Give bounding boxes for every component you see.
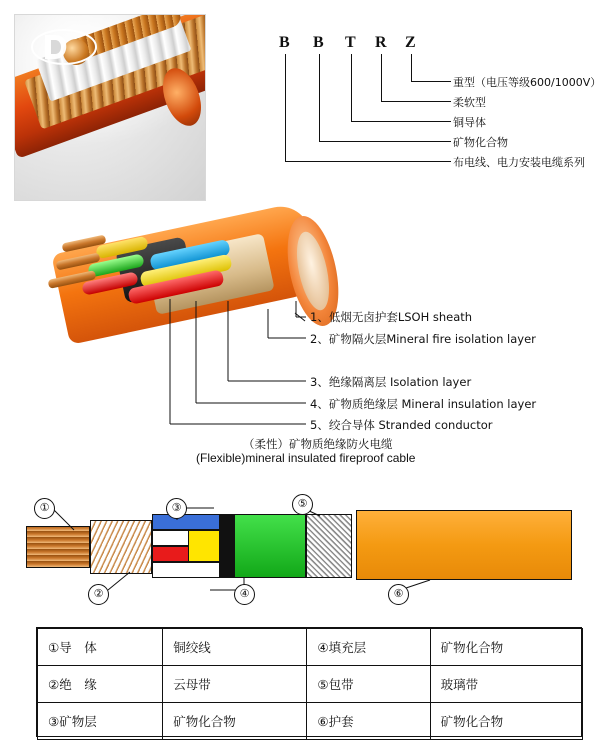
table-cell-r1c3: ④填充层 — [307, 629, 430, 666]
table-cell-r3c4: 矿物化合物 — [430, 703, 582, 740]
code-stem-3 — [351, 54, 352, 121]
code-stem-5 — [411, 54, 412, 81]
code-label-5: 重型（电压等级600/1000V） — [453, 76, 602, 89]
code-letter-1: B — [279, 34, 290, 51]
code-lead-5 — [411, 81, 451, 82]
marker-1: ① — [34, 498, 55, 519]
figure-caption-en: (Flexible)mineral insulated fireproof cable — [196, 451, 416, 465]
figure-caption-cn: （柔性）矿物质绝缘防火电缆 — [243, 437, 393, 451]
callout-1: 1、低烟无卤护套LSOH sheath — [310, 310, 473, 324]
code-letter-4: R — [375, 34, 387, 51]
table-cell-r2c1: ②绝 缘 — [38, 666, 163, 703]
code-lead-2 — [319, 141, 451, 142]
code-lead-3 — [351, 121, 451, 122]
code-stem-4 — [381, 54, 382, 101]
callout-5: 5、绞合导体 Stranded conductor — [310, 418, 493, 432]
cable-photo — [14, 14, 206, 201]
longitudinal-cutaway-figure — [0, 480, 616, 620]
table-cell-r1c1: ①导 体 — [38, 629, 163, 666]
cutaway-figure — [0, 205, 616, 470]
callout-2: 2、矿物隔火层Mineral fire isolation layer — [310, 332, 536, 346]
code-letter-2: B — [313, 34, 324, 51]
legend-table — [37, 628, 583, 740]
table-cell-r2c4: 玻璃带 — [430, 666, 582, 703]
code-stem-1 — [285, 54, 286, 161]
marker-3: ③ — [166, 498, 187, 519]
marker-2: ② — [88, 584, 109, 605]
code-label-4: 柔软型 — [453, 96, 486, 109]
model-code-diagram — [265, 26, 605, 176]
code-label-2: 矿物化合物 — [453, 136, 508, 149]
marker-4: ④ — [234, 584, 255, 605]
table-cell-r2c3: ⑤包带 — [307, 666, 430, 703]
callout-3: 3、绝缘隔离层 Isolation layer — [310, 375, 472, 389]
table-cell-r1c4: 矿物化合物 — [430, 629, 582, 666]
table-row — [38, 703, 583, 740]
code-letter-3: T — [345, 34, 356, 51]
table-cell-r1c2: 铜绞线 — [163, 629, 307, 666]
brand-logo-icon — [31, 27, 97, 67]
table-row — [38, 666, 583, 703]
code-letter-5: Z — [405, 34, 416, 51]
code-label-1: 布电线、电力安装电缆系列 — [453, 156, 585, 169]
table-cell-r3c1: ③矿物层 — [38, 703, 163, 740]
legend-table-wrapper — [36, 627, 582, 737]
code-lead-4 — [381, 101, 451, 102]
table-cell-r3c3: ⑥护套 — [307, 703, 430, 740]
table-cell-r2c2: 云母带 — [163, 666, 307, 703]
callout-4: 4、矿物质绝缘层 Mineral insulation layer — [310, 397, 537, 411]
marker-5: ⑤ — [292, 494, 313, 515]
table-cell-r3c2: 矿物化合物 — [163, 703, 307, 740]
marker-6: ⑥ — [388, 584, 409, 605]
code-stem-2 — [319, 54, 320, 141]
code-label-3: 铜导体 — [453, 116, 486, 129]
code-lead-1 — [285, 161, 451, 162]
table-row — [38, 629, 583, 666]
